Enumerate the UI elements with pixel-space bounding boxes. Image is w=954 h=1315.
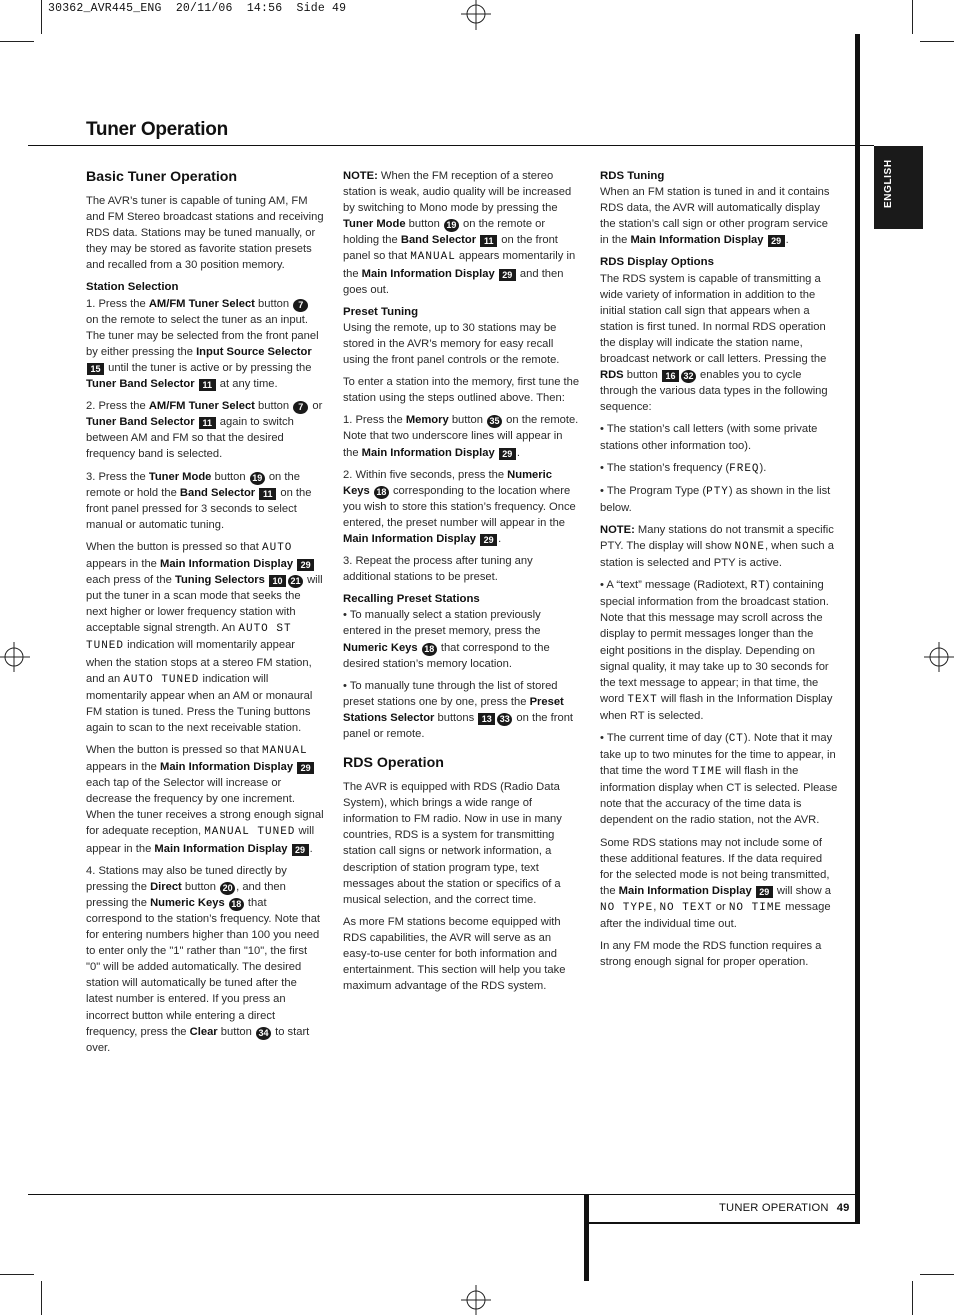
lcd-text: TIME bbox=[692, 766, 723, 779]
lcd-text: NO TIME bbox=[728, 901, 783, 914]
paragraph: Using the remote, up to 30 stations may be stored in the AVR’s memory for easy recall using the front panel controls or the remote. bbox=[343, 321, 560, 367]
lcd-text: AUTO TUNED bbox=[123, 673, 200, 686]
crop-mark bbox=[920, 41, 954, 42]
callout-number: 34 bbox=[256, 1027, 271, 1040]
callout-number: 13 bbox=[478, 713, 495, 725]
lcd-text: TEXT bbox=[627, 693, 658, 706]
paragraph: 2. Press the AM/FM Tuner Select button 7 or Tuner Band Selector 11 again to switch between AM and FM so that the desired frequency band is selected. bbox=[86, 400, 323, 461]
column-1 bbox=[86, 168, 324, 1062]
lcd-text: AUTO ST TUNED bbox=[86, 623, 292, 653]
lcd-text: CT bbox=[728, 733, 744, 745]
page-number: 49 bbox=[836, 1202, 850, 1214]
paragraph: When the button is pressed so that AUTO appears in the Main Information Display 29 each press of the Tuning Selectors 10 21 will put the tuner in a scan mode that seeks the next higher or lower frequency station with acceptable signal strength. An AUTO ST TUNED indication will momentarily appear when the station stops at a stereo FM station, and an AUTO TUNED indication will momentarily appear when an AM or monaural FM station is tuned. Press the Tuning buttons again to scan to the next receivable station. bbox=[86, 540, 323, 734]
paragraph: The RDS system is capable of transmitting a wide variety of information in addition to the initial station call sign that appears when a station is first tuned. In normal RDS operation the display will indicate the station name, broadcast network or call letters. Pressing the RDS button 16 32 enables you to cycle through the various data types in the following sequence: bbox=[600, 272, 828, 414]
callout-number: 29 bbox=[499, 448, 516, 460]
paragraph: • To manually select a station previously entered in the preset memory, press the Numeric Keys 18 that correspond to the desired station’s memory location. bbox=[343, 609, 550, 670]
callout-number: 29 bbox=[768, 235, 785, 247]
paragraph: 2. Within five seconds, press the Numeric Keys 18 corresponding to the location where you wish to store this station’s frequency. Once entered, the preset number will appear in the Main Information Display 29 . bbox=[343, 468, 576, 545]
callout-number: 7 bbox=[293, 299, 308, 312]
crop-mark bbox=[920, 1274, 954, 1275]
bullet-item: • The Program Type (PTY) as shown in the list below. bbox=[600, 484, 831, 514]
section-heading-basic-tuner: Basic Tuner Operation bbox=[86, 169, 238, 185]
lcd-text: NONE bbox=[734, 540, 765, 553]
callout-number: 16 bbox=[662, 370, 679, 382]
callout-number: 11 bbox=[199, 417, 216, 429]
paragraph: 1. Press the AM/FM Tuner Select button 7 on the remote to select the tuner as an input. The tuner may be selected from the front panel by either pressing the Input Source Selector 15 until the tuner is active or by pressing the Tuner Band Selector 11 at any time. bbox=[86, 297, 319, 391]
bullet-item: • A “text” message (Radiotext, RT) containing special information from the broadcast station. Note that this message may scroll across the display to permit messages longer than the eight positions in the display. Depending on signal quality, it may take up to 30 seconds for the text message to appear; in that time, the word TEXT will flash in the Information Display when RT is selected. bbox=[600, 579, 833, 722]
lcd-text: MANUAL bbox=[410, 251, 456, 264]
subheading-rds-display-options: RDS Display Options bbox=[600, 256, 714, 269]
registration-mark-left bbox=[0, 638, 32, 676]
paragraph: 3. Repeat the process after tuning any additional stations to be preset. bbox=[343, 555, 533, 584]
callout-number: 11 bbox=[199, 379, 216, 391]
callout-number: 11 bbox=[480, 235, 497, 247]
paragraph: 4. Stations may also be tuned directly by pressing the Direct button 20 , and then pressing the Numeric Keys 18 that correspond to the station’s frequency. Note that for entering numbers higher than 100 you need to enter only the "1" rather than "10", the first "0" will be added automatically. The desired station will automatically be tuned after the latest number is entered. If you press an incorrect button while entering a direct frequency, press the Clear button 34 to start over. bbox=[86, 864, 321, 1054]
crop-mark bbox=[912, 0, 913, 34]
lcd-text: RT bbox=[750, 580, 766, 593]
paragraph: When the button is pressed so that MANUAL appears in the Main Information Display 29 each tap of the Selector will increase or decrease the frequency by one increment. When the tuner receives a strong enough signal for adequate reception, MANUAL TUNED will appear in the Main Information Display 29 . bbox=[86, 744, 324, 855]
subheading-station-selection: Station Selection bbox=[86, 281, 179, 294]
crop-mark bbox=[41, 0, 42, 34]
callout-number: 19 bbox=[444, 219, 459, 232]
subheading-rds-tuning: RDS Tuning bbox=[600, 170, 665, 182]
bullet-item: • The station’s call letters (with some private stations other information too). bbox=[600, 423, 818, 452]
callout-number: 32 bbox=[681, 370, 696, 383]
paragraph: As more FM stations become equipped with RDS capabilities, the AVR will serve as an easy-to-use center for both information and entertainment. This section will help you take maximum advantage of the RDS system. bbox=[343, 915, 566, 993]
lcd-text: NO TYPE bbox=[600, 901, 654, 914]
callout-number: 29 bbox=[756, 886, 773, 898]
callout-number: 21 bbox=[288, 575, 303, 588]
lcd-text: NO TEXT bbox=[659, 901, 713, 914]
callout-number: 19 bbox=[250, 472, 265, 485]
callout-number: 20 bbox=[220, 882, 235, 895]
lcd-text: AUTO bbox=[262, 541, 293, 554]
footer-box-left-bar bbox=[584, 1195, 589, 1281]
callout-number: 29 bbox=[297, 559, 314, 571]
crop-mark bbox=[912, 1281, 913, 1315]
subheading-preset-tuning: Preset Tuning bbox=[343, 305, 419, 318]
registration-mark-bottom bbox=[457, 1283, 495, 1315]
bullet-item: • The station’s frequency (FREQ). bbox=[600, 461, 767, 475]
subheading-recalling-presets: Recalling Preset Stations bbox=[343, 593, 480, 606]
bullet-item: • The current time of day (CT). Note that it may take up to two minutes for the time to appear, in that time the word TIME will flash in the information display when CT is selected. Please note that the accuracy of the time data is dependent on the radio station, not the AVR. bbox=[600, 732, 838, 827]
paragraph: The AVR is equipped with RDS (Radio Data System), which brings a wide range of information to FM radio. Now in use in many countries, RDS is a system for transmitting station call signs or network information, a description of station program type, text messages about the station or specifics of a musical selection, and the correct time. bbox=[343, 781, 562, 906]
paragraph: NOTE: When the FM reception of a stereo station is weak, audio quality will be increased by switching to Mono mode by pressing the Tuner Mode button 19 on the remote or holding the Band Selector 11 on the front panel so that MANUAL appears momentarily in the Main Information Display 29 and then goes out. bbox=[343, 170, 576, 296]
note: NOTE: Many stations do not transmit a specific PTY. The display will show NONE, when such a station is selected and PTY is active. bbox=[600, 523, 834, 570]
crop-mark bbox=[0, 41, 34, 42]
paragraph: • To manually tune through the list of stored preset stations one by one, press the Preset Stations Selector buttons 13 33 on the front panel or remote. bbox=[343, 679, 574, 740]
lcd-text: MANUAL bbox=[262, 745, 308, 757]
footer-box-bottom-rule bbox=[584, 1222, 860, 1224]
lcd-text: FREQ bbox=[729, 462, 760, 475]
callout-number: 18 bbox=[374, 486, 389, 499]
paragraph: When an FM station is tuned in and it contains RDS data, the AVR will automatically display the station’s call sign or other program service in the Main Information Display 29 . bbox=[600, 186, 830, 247]
callout-number: 29 bbox=[480, 534, 497, 546]
paragraph: Some RDS stations may not include some of these additional features. If the data required for the selected mode is not being transmitted, the Main Information Display 29 will show a NO TYPE, NO TEXT or NO TIME message after the individual time out. bbox=[600, 836, 832, 931]
crop-mark bbox=[0, 1274, 34, 1275]
callout-number: 15 bbox=[87, 363, 104, 375]
section-heading-rds-operation: RDS Operation bbox=[343, 755, 444, 772]
callout-number: 11 bbox=[259, 488, 276, 500]
paragraph: The AVR’s tuner is capable of tuning AM, FM and FM Stereo broadcast stations and receiving RDS data. Stations may be tuned manually, or they may be stored as favorite station presets and recalled from a 30 position memory. bbox=[86, 195, 324, 272]
column-2 bbox=[343, 168, 581, 1000]
lcd-text: MANUAL TUNED bbox=[204, 826, 296, 839]
crop-mark bbox=[41, 1281, 42, 1315]
footer-section: TUNER OPERATION bbox=[719, 1202, 829, 1214]
footer-rule bbox=[28, 1194, 856, 1195]
callout-number: 29 bbox=[297, 762, 314, 774]
paragraph: In any FM mode the RDS function requires a strong enough signal for proper operation. bbox=[600, 940, 822, 969]
callout-number: 7 bbox=[293, 401, 308, 414]
page-title: Tuner Operation bbox=[86, 119, 228, 140]
language-tab-label: ENGLISH bbox=[883, 159, 894, 208]
callout-number: 29 bbox=[499, 269, 516, 281]
registration-mark-right bbox=[922, 638, 954, 676]
callout-number: 18 bbox=[229, 898, 244, 911]
lcd-text: PTY bbox=[706, 485, 729, 498]
paragraph: 1. Press the Memory button 35 on the remote. Note that two underscore lines will appear in the Main Information Display 29 . bbox=[343, 414, 579, 459]
right-margin-bar bbox=[855, 34, 860, 1224]
registration-mark-top bbox=[457, 0, 495, 32]
callout-number: 29 bbox=[292, 844, 309, 856]
page-footer bbox=[719, 1202, 850, 1214]
paragraph: 3. Press the Tuner Mode button 19 on the remote or hold the Band Selector 11 on the front panel pressed for 3 seconds to select manual or automatic tuning. bbox=[86, 470, 312, 531]
callout-number: 35 bbox=[487, 415, 502, 428]
callout-number: 18 bbox=[422, 643, 437, 656]
language-tab bbox=[874, 146, 923, 229]
column-3 bbox=[600, 168, 838, 976]
paragraph: To enter a station into the memory, first tune the station using the steps outlined above. Then: bbox=[343, 376, 580, 405]
callout-number: 33 bbox=[497, 713, 512, 726]
header-rule bbox=[28, 145, 874, 146]
callout-number: 10 bbox=[269, 575, 286, 587]
print-slug: 30362_AVR445_ENG 20/11/06 14:56 Side 49 bbox=[48, 2, 347, 15]
